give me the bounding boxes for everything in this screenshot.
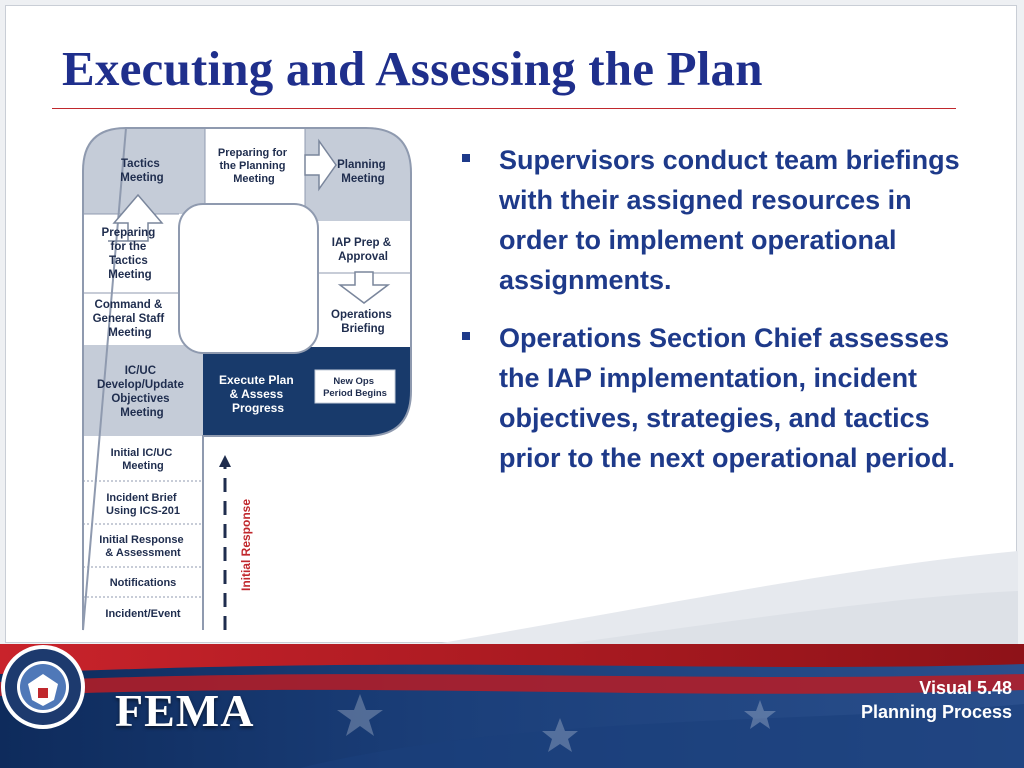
visual-number: Visual 5.48 [919, 678, 1012, 698]
bullet-item [462, 140, 962, 300]
visual-label [861, 676, 1012, 724]
tactics-meeting-label: Tactics Meeting [120, 158, 164, 184]
initial-response-label: Initial Response [239, 498, 253, 592]
cycle-center [179, 204, 318, 353]
bullet-text: Supervisors conduct team briefings with their assigned resources in order to implement operational assignments. [499, 145, 960, 295]
bullet-square-icon [462, 332, 470, 340]
slide-title: Executing and Assessing the Plan [62, 41, 763, 96]
operations-briefing-label: Operations Briefing [331, 309, 392, 335]
title-underline [52, 108, 956, 109]
section-name: Planning Process [860, 702, 1012, 722]
planning-p-diagram [80, 125, 420, 640]
command-staff-label: Command & General Staff Meeting [92, 299, 165, 339]
planning-meeting-label: Planning Meeting [337, 159, 386, 185]
bullet-item [462, 318, 962, 478]
fema-wordmark: FEMA [115, 685, 255, 736]
incident-event-label: Incident/Event [105, 608, 181, 620]
incident-brief-label: Incident Brief Using ICS-201 [106, 492, 180, 517]
notifications-label: Notifications [109, 577, 177, 589]
initial-icuc-label: Initial IC/UC Meeting [110, 447, 173, 472]
bullet-list [462, 140, 962, 496]
dhs-seal-logo [0, 644, 86, 730]
initial-response-arrow [219, 455, 231, 630]
bullet-square-icon [462, 154, 470, 162]
new-ops-period-label: New Ops Period Begins [323, 376, 387, 399]
execute-plan-label: Execute Plan & Assess Progress [218, 373, 294, 415]
preparing-tactics-label: Preparing for the Tactics Meeting [101, 227, 156, 281]
icuc-objectives-label: IC/UC Develop/Update Objectives Meeting [96, 365, 184, 419]
footer-banner [0, 644, 1024, 768]
preparing-planning-label: Preparing for the Planning Meeting [217, 147, 288, 185]
initial-response-assessment-label: Initial Response & Assessment [99, 534, 184, 559]
iap-prep-label: IAP Prep & Approval [331, 237, 392, 263]
bullet-text: Operations Section Chief assesses the IAP implementation, incident objectives, strategies, and tactics prior to the next operational period. [499, 323, 956, 473]
